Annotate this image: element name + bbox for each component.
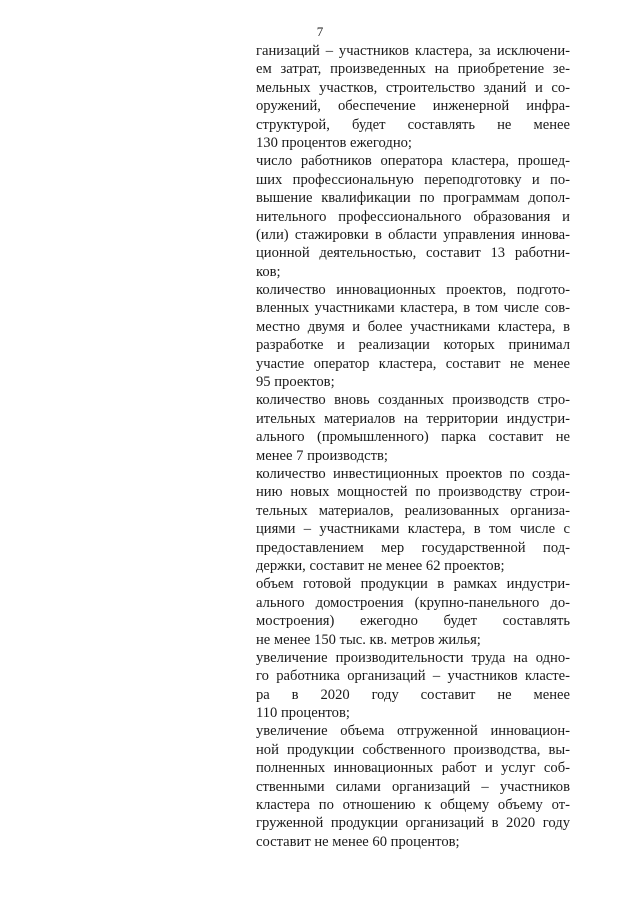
body-text bbox=[256, 42, 570, 851]
text-line: разработке и реализации которых принимал bbox=[256, 337, 570, 354]
text-line: ционной деятельностью, составит 13 работни- bbox=[256, 245, 570, 262]
text-line: местно двумя и более участниками кластера, в bbox=[256, 318, 570, 335]
text-line: ем затрат, произведенных на приобретение зе- bbox=[256, 61, 570, 78]
text-line: ганизаций – участников кластера, за исключени- bbox=[256, 43, 570, 59]
text-line: вленных участниками кластера, в том числе сов- bbox=[256, 300, 570, 317]
text-line: нию новых мощностей по производству строи- bbox=[256, 484, 570, 501]
text-line: мельных участков, строительство зданий и со- bbox=[256, 79, 570, 96]
text-line: тельных материалов, реализованных организа- bbox=[256, 502, 570, 519]
text-line: го работника организаций – участников класте- bbox=[256, 668, 570, 685]
text-line: количество инновационных проектов, подгото- bbox=[256, 282, 570, 299]
text-line: ительных материалов на территории индустри- bbox=[256, 410, 570, 427]
text-line: ков; bbox=[256, 263, 281, 280]
text-line: 110 процентов; bbox=[256, 705, 350, 722]
text-line: 95 проектов; bbox=[256, 374, 335, 391]
text-line: 130 процентов ежегодно; bbox=[256, 134, 412, 151]
text-line: не менее 150 тыс. кв. метров жилья; bbox=[256, 631, 481, 648]
text-line: кластера по отношению к общему объему от- bbox=[256, 797, 570, 814]
text-line: участие оператор кластера, составит не менее bbox=[256, 355, 570, 372]
text-line: (или) стажировки в области управления иннова- bbox=[256, 226, 570, 243]
text-line: вышение квалификации по программам допол- bbox=[256, 190, 570, 207]
text-line: составит не менее 60 процентов; bbox=[256, 833, 460, 850]
text-line: увеличение объема отгруженной инновацион- bbox=[256, 723, 570, 740]
text-line: держки, составит не менее 62 проектов; bbox=[256, 557, 505, 574]
text-line: ального домостроения (крупно-панельного до- bbox=[256, 594, 570, 611]
text-line: предоставлением мер государственной под- bbox=[256, 539, 570, 556]
text-line: груженной продукции организаций в 2020 году bbox=[256, 815, 570, 832]
page-number: 7 bbox=[316, 24, 324, 39]
text-line: структурой, будет составлять не менее bbox=[256, 116, 570, 133]
text-line: число работников оператора кластера, прошед- bbox=[256, 153, 570, 170]
text-line: объем готовой продукции в рамках индустри- bbox=[256, 576, 570, 593]
text-line: ра в 2020 году составит не менее bbox=[256, 686, 570, 703]
text-line: ших профессиональную переподготовку и по- bbox=[256, 171, 570, 188]
text-line: полненных инновационных работ и услуг соб- bbox=[256, 760, 570, 777]
text-line: количество вновь созданных производств стро- bbox=[256, 392, 570, 409]
text-line: ального (промышленного) парка составит не bbox=[256, 429, 570, 446]
text-line: оружений, обеспечение инженерной инфра- bbox=[256, 98, 570, 115]
text-line: ной продукции собственного производства, вы- bbox=[256, 741, 570, 758]
text-line: увеличение производительности труда на одно- bbox=[256, 649, 570, 666]
text-line: мостроения) ежегодно будет составлять bbox=[256, 613, 570, 630]
text-line: нительного профессионального образования и bbox=[256, 208, 570, 225]
text-line: менее 7 производств; bbox=[256, 447, 388, 464]
text-line: ственными силами организаций – участников bbox=[256, 778, 570, 795]
text-line: количество инвестиционных проектов по созда- bbox=[256, 465, 570, 482]
text-line: циями – участниками кластера, в том числе с bbox=[256, 521, 570, 538]
